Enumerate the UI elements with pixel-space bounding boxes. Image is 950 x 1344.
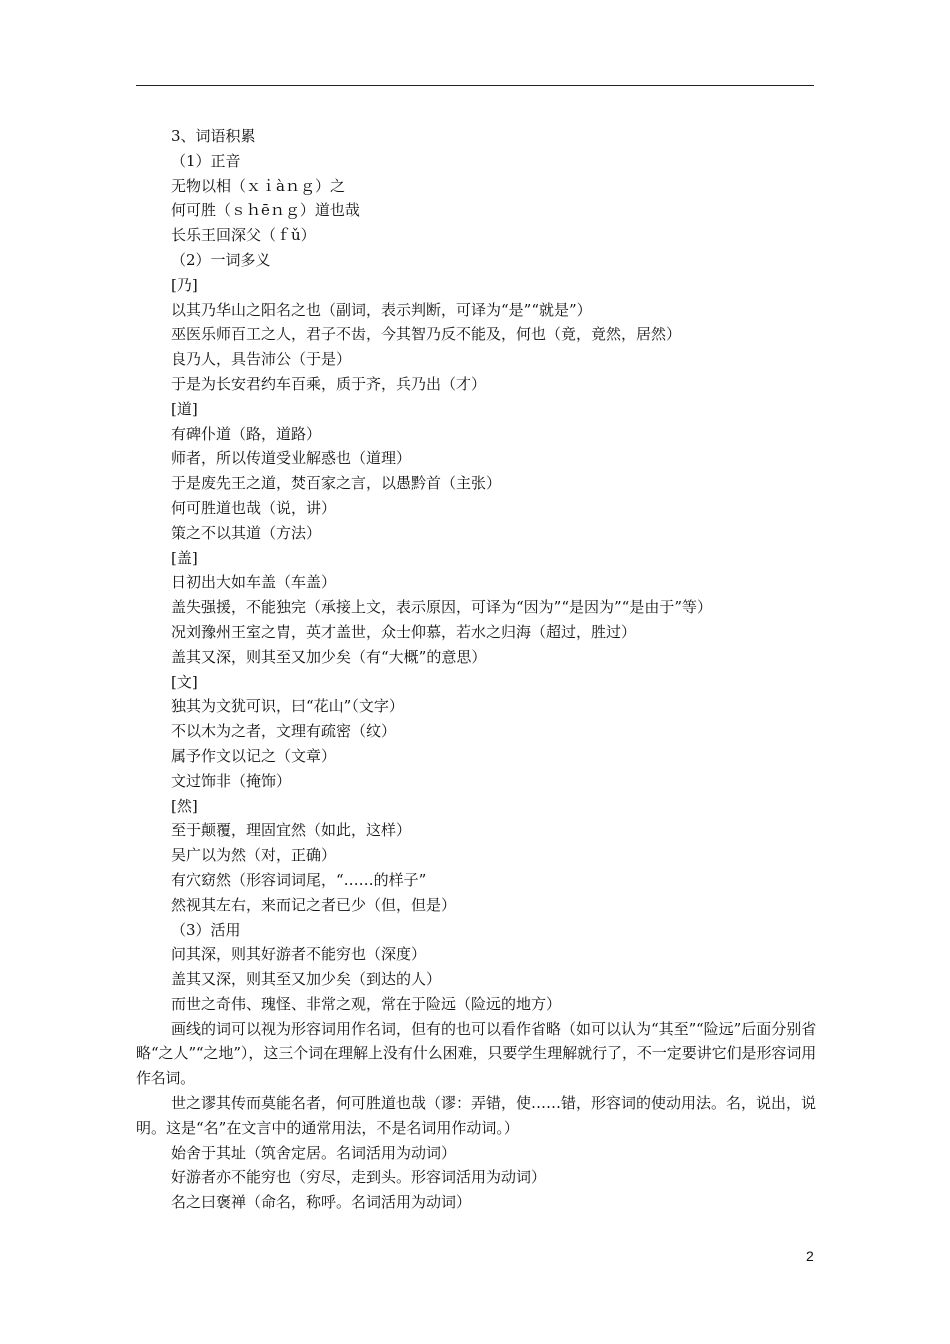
text-line: 日初出大如车盖（车盖） xyxy=(171,573,337,592)
text-line: （2）一词多义 xyxy=(171,250,271,269)
text-line: 吴广以为然（对，正确） xyxy=(171,846,337,865)
text-line: 属予作文以记之（文章） xyxy=(171,746,337,765)
text-line: 况刘豫州王室之胄，英才盖世，众士仰慕，若水之归海（超过，胜过） xyxy=(171,622,637,641)
text-line: 有穴窈然（形容词词尾，“……的样子” xyxy=(171,870,427,889)
text-line: 至于颠覆，理固宜然（如此，这样） xyxy=(171,821,412,840)
text-line: 不以木为之者，文理有疏密（纹） xyxy=(171,722,397,741)
text-line: （3）活用 xyxy=(171,920,241,939)
text-line: 于是为长安君约车百乘，质于齐，兵乃出（才） xyxy=(171,374,487,393)
page-number: 2 xyxy=(806,1248,814,1264)
text-line: 始舍于其址（筑舍定居。名词活用为动词） xyxy=(171,1143,457,1162)
text-line: 长乐王回深父（ｆǔ） xyxy=(171,226,316,245)
text-line: [道] xyxy=(171,399,198,418)
text-line: 而世之奇伟、瑰怪、非常之观，常在于险远（险远的地方） xyxy=(171,994,562,1013)
text-line: 问其深，则其好游者不能穷也（深度） xyxy=(171,945,427,964)
text-line: [乃] xyxy=(171,275,198,294)
text-line: 何可胜（ｓｈēｎｇ）道也哉 xyxy=(171,201,360,220)
text-line: 以其乃华山之阳名之也（副词，表示判断，可译为“是”“就是”） xyxy=(171,300,592,319)
text-line: 于是废先王之道，焚百家之言，以愚黔首（主张） xyxy=(171,474,502,493)
explanation-paragraph: 世之谬其传而莫能名者，何可胜道也哉（谬：弄错，使……错，形容词的使动用法。名，说出，说明。这是“名”在文言中的通常用法，不是名词用作动词。） xyxy=(136,1094,817,1137)
text-line: 策之不以其道（方法） xyxy=(171,523,322,542)
text-line: 无物以相（ｘｉàｎｇ）之 xyxy=(171,176,345,195)
text-line: 有碑仆道（路，道路） xyxy=(171,424,322,443)
page-body xyxy=(136,124,816,1215)
text-line: 盖其又深，则其至又加少矣（有“大概”的意思） xyxy=(171,647,487,666)
text-line: 文过饰非（掩饰） xyxy=(171,771,292,790)
text-line: 3、词语积累 xyxy=(171,127,256,145)
text-line: [盖] xyxy=(171,548,198,567)
text-line: 良乃人，具告沛公（于是） xyxy=(171,350,352,369)
text-line: 独其为文犹可识，曰“花山”（文字） xyxy=(171,697,404,716)
header-rule xyxy=(136,85,814,86)
text-line: 巫医乐师百工之人，君子不齿，今其智乃反不能及，何也（竟，竟然，居然） xyxy=(171,325,682,344)
text-line: 师者，所以传道受业解惑也（道理） xyxy=(171,449,412,468)
text-line: [文] xyxy=(171,672,198,691)
text-line: 名之曰褒禅（命名，称呼。名词活用为动词） xyxy=(171,1193,472,1212)
text-line: 何可胜道也哉（说，讲） xyxy=(171,498,337,517)
text-line: 然视其左右，来而记之者已少（但，但是） xyxy=(171,895,457,914)
text-line: （1）正音 xyxy=(171,151,241,170)
text-line: 盖其又深，则其至又加少矣（到达的人） xyxy=(171,970,442,989)
text-line: 盖失强援，不能独完（承接上文，表示原因，可译为“因为”“是因为”“是由于”等） xyxy=(171,598,713,617)
explanation-paragraph: 画线的词可以视为形容词用作名词，但有的也可以看作省略（如可以认为“其至”“险远”后面分别省略“之人”“之地”），这三个词在理解上没有什么困难，只要学生理解就行了，不一定要讲它们是形容词用作名词。 xyxy=(136,1019,816,1088)
text-line: 好游者亦不能穷也（穷尽，走到头。形容词活用为动词） xyxy=(171,1168,547,1187)
text-line: [然] xyxy=(171,796,198,815)
